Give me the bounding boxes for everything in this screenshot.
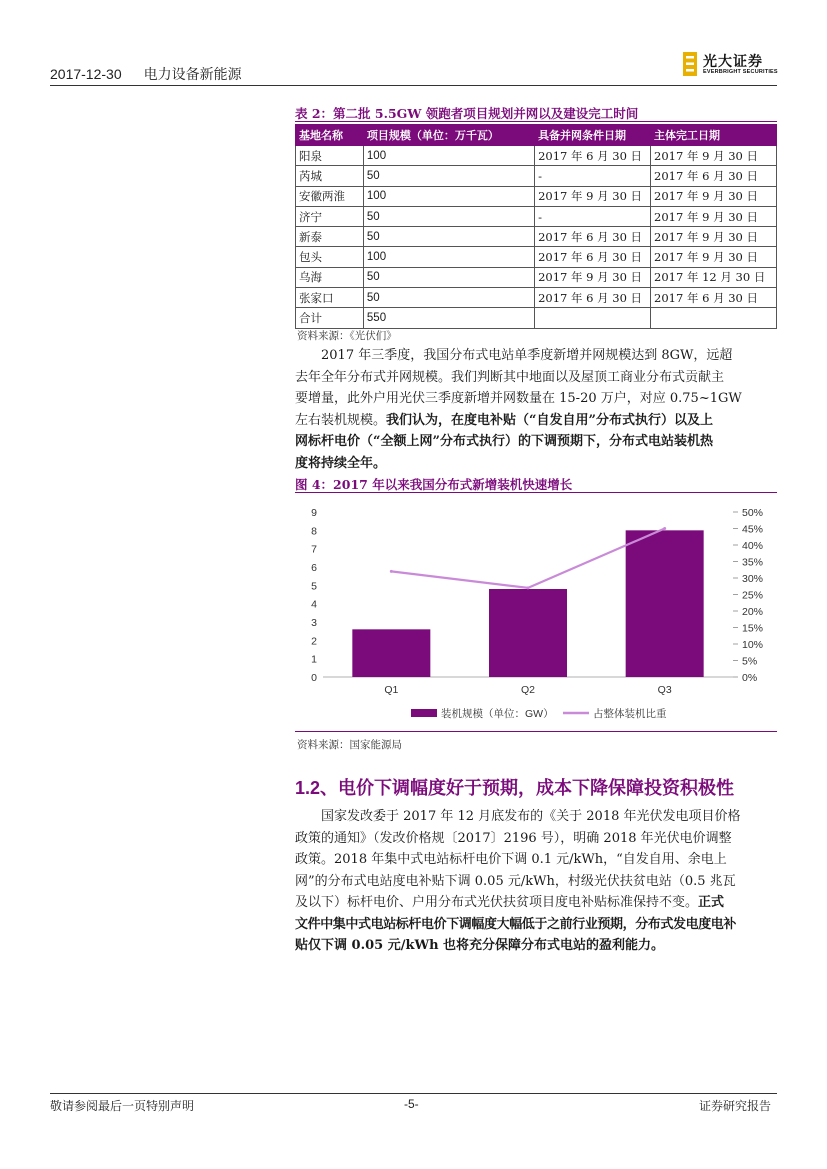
figure-bottom-rule (295, 731, 777, 732)
paragraph-line: 网标杆电价（“全额上网”分布式执行）的下调预期下，分布式电站装机热 (295, 434, 713, 449)
paragraph-text: 及以下）标杆电价、户用分布式光伏扶贫项目度电补贴标准保持不变。 (295, 895, 699, 910)
base-name-cell: 包头 (296, 247, 364, 267)
table-header-cell: 基地名称 (296, 125, 364, 146)
report-header (50, 64, 242, 84)
paragraph-line: 2017 年三季度，我国分布式电站单季度新增并网规模达到 8GW，远超 (321, 348, 733, 363)
y-right-tick-label: 40% (742, 540, 764, 552)
base-name-cell: 新泰 (296, 227, 364, 247)
grid-date-cell: 2017 年 6 月 30 日 (535, 227, 651, 247)
paragraph-line: 国家发改委于 2017 年 12 月底发布的《关于 2018 年光伏发电项目价格 (321, 809, 741, 824)
paragraph-line: 要增量，此外户用光伏三季度新增并网数量在 15-20 万户，对应 0.75~1GW (295, 391, 742, 406)
y-right-tick-label: 0% (742, 672, 758, 684)
completion-date-cell: 2017 年 6 月 30 日 (651, 288, 777, 308)
grid-date-cell: - (535, 206, 651, 226)
footer-divider (50, 1093, 777, 1094)
table-row (296, 267, 777, 287)
base-name-cell: 芮城 (296, 166, 364, 186)
legend-line-label: 占整体装机比重 (593, 708, 667, 720)
grid-date-cell: 2017 年 9 月 30 日 (535, 267, 651, 287)
y-left-tick-label: 7 (311, 543, 317, 556)
distributed-pv-chart (295, 497, 777, 730)
y-left-tick-label: 3 (311, 617, 317, 629)
paragraph-text: 左右装机规模。 (295, 412, 387, 428)
y-left-tick-label: 6 (311, 562, 317, 574)
paragraph-emphasis: 我们认为，在度电补贴（“自发自用”分布式执行）以及上 (386, 412, 713, 428)
y-left-tick-label: 2 (311, 635, 317, 648)
footer-report-type: 证券研究报告 (699, 1099, 772, 1113)
scale-cell: 50 (363, 267, 534, 287)
table-row (296, 186, 777, 206)
y-left-tick-label: 5 (311, 580, 317, 593)
completion-date-cell: 2017 年 9 月 30 日 (651, 186, 777, 206)
paragraph-line (295, 410, 779, 432)
y-right-tick-label: 20% (742, 606, 764, 618)
bar-q1 (352, 629, 430, 677)
table-header-cell: 主体完工日期 (651, 125, 777, 146)
scale-cell: 100 (363, 247, 534, 267)
share-point (663, 527, 666, 530)
base-name-cell: 张家口 (296, 288, 364, 308)
leader-projects-table (295, 124, 777, 329)
y-left-tick-label: 8 (311, 525, 317, 538)
completion-date-cell: 2017 年 9 月 30 日 (651, 146, 777, 166)
base-name-cell: 安徽两淮 (296, 186, 364, 206)
legend-bar-label: 装机规模（单位：GW） (441, 708, 554, 720)
page-number: -5- (404, 1097, 419, 1111)
completion-date-cell: 2017 年 9 月 30 日 (651, 227, 777, 247)
completion-date-cell: 2017 年 6 月 30 日 (651, 166, 777, 186)
completion-date-cell: 2017 年 9 月 30 日 (651, 206, 777, 226)
scale-cell: 50 (363, 288, 534, 308)
everbright-logo (683, 50, 783, 80)
table-row (296, 206, 777, 226)
table-header-row (296, 125, 777, 146)
figure-caption: 图 4：2017 年以来我国分布式新增装机快速增长 (295, 477, 573, 492)
base-name-cell: 济宁 (296, 206, 364, 226)
table-header-cell: 项目规模（单位：万千瓦） (363, 125, 534, 146)
table-row (296, 166, 777, 186)
report-category: 电力设备新能源 (143, 66, 242, 82)
table-header-cell: 具备并网条件日期 (535, 125, 651, 146)
bar-q2 (489, 589, 567, 677)
share-point (527, 586, 530, 589)
scale-cell: 100 (363, 186, 534, 206)
paragraph-line: 去年全年分布式并网规模。我们判断其中地面以及屋顶工商业分布式贡献主 (295, 369, 725, 385)
bar-q3 (626, 530, 704, 677)
table-row (296, 288, 777, 308)
share-point (390, 570, 393, 573)
logo-text-cn: 光大证券 (703, 54, 763, 70)
policy-paragraph (295, 806, 779, 957)
figure-source: 资料来源：国家能源局 (297, 739, 402, 751)
y-left-tick-label: 4 (311, 598, 317, 611)
caption-rule (295, 121, 777, 122)
scale-cell: 550 (363, 308, 534, 328)
completion-date-cell: 2017 年 9 月 30 日 (651, 247, 777, 267)
completion-date-cell (651, 308, 777, 328)
analysis-paragraph (295, 345, 779, 474)
section-number: 1.2、 (295, 778, 339, 798)
base-name-cell: 阳泉 (296, 146, 364, 166)
grid-date-cell: 2017 年 6 月 30 日 (535, 146, 651, 166)
section-title (295, 774, 734, 800)
paragraph-line: 贴仅下调 0.05 元/kWh 也将充分保障分布式电站的盈利能力。 (295, 938, 665, 953)
x-tick-label: Q2 (520, 684, 536, 696)
table-row (296, 227, 777, 247)
completion-date-cell: 2017 年 12 月 30 日 (651, 267, 777, 287)
y-right-tick-label: 5% (742, 655, 758, 668)
grid-date-cell (535, 308, 651, 328)
legend-bar-swatch (411, 709, 437, 717)
grid-date-cell: 2017 年 6 月 30 日 (535, 288, 651, 308)
y-left-tick-label: 0 (311, 672, 317, 684)
paragraph-line: 度将持续全年。 (295, 455, 387, 471)
table-caption: 表 2：第二批 5.5GW 领跑者项目规划并网以及建设完工时间 (295, 106, 639, 121)
header-divider (50, 85, 777, 86)
table-row (296, 146, 777, 166)
y-left-tick-label: 9 (311, 507, 317, 519)
table-total-row (296, 308, 777, 328)
y-right-tick-label: 45% (742, 523, 764, 536)
y-right-tick-label: 10% (742, 639, 764, 651)
paragraph-line: 政策的通知》（发改价格规〔2017〕2196 号），明确 2018 年光伏电价调整 (295, 830, 732, 846)
paragraph-line: 政策。2018 年集中式电站标杆电价下调 0.1 元/kWh，“自发自用、余电上 (295, 852, 727, 867)
paragraph-emphasis: 正式 (698, 895, 725, 910)
paragraph-line: 网”的分布式电站度电补贴下调 0.05 元/kWh，村级光伏扶贫电站（0.5 兆瓦 (295, 873, 736, 889)
footer-disclaimer: 敬请参阅最后一页特别声明 (50, 1099, 195, 1113)
paragraph-line (295, 892, 779, 914)
grid-date-cell: 2017 年 9 月 30 日 (535, 186, 651, 206)
y-right-tick-label: 15% (742, 622, 764, 635)
grid-date-cell: 2017 年 6 月 30 日 (535, 247, 651, 267)
caption-rule (295, 492, 777, 493)
x-tick-label: Q3 (657, 684, 672, 696)
scale-cell: 50 (363, 206, 534, 226)
logo-text-en: EVERBRIGHT SECURITIES (703, 69, 778, 75)
grid-date-cell: - (535, 166, 651, 186)
report-date: 2017-12-30 (50, 66, 122, 82)
y-right-tick-label: 50% (742, 507, 764, 519)
table-row (296, 247, 777, 267)
section-heading: 电价下调幅度好于预期，成本下降保障投资积极性 (338, 778, 735, 799)
scale-cell: 100 (363, 146, 534, 166)
table-source: 资料来源：《光伏们》 (297, 330, 397, 342)
y-right-tick-label: 35% (742, 556, 764, 569)
scale-cell: 50 (363, 227, 534, 247)
y-left-tick-label: 1 (311, 653, 317, 666)
base-name-cell: 乌海 (296, 267, 364, 287)
y-right-tick-label: 25% (742, 589, 764, 602)
logo-mark-icon (683, 52, 697, 76)
x-tick-label: Q1 (384, 684, 399, 696)
y-right-tick-label: 30% (742, 573, 764, 585)
base-name-cell: 合计 (296, 308, 364, 328)
paragraph-line: 文件中集中式电站标杆电价下调幅度大幅低于之前行业预期，分布式发电度电补 (295, 916, 737, 932)
share-line (391, 529, 664, 588)
scale-cell: 50 (363, 166, 534, 186)
